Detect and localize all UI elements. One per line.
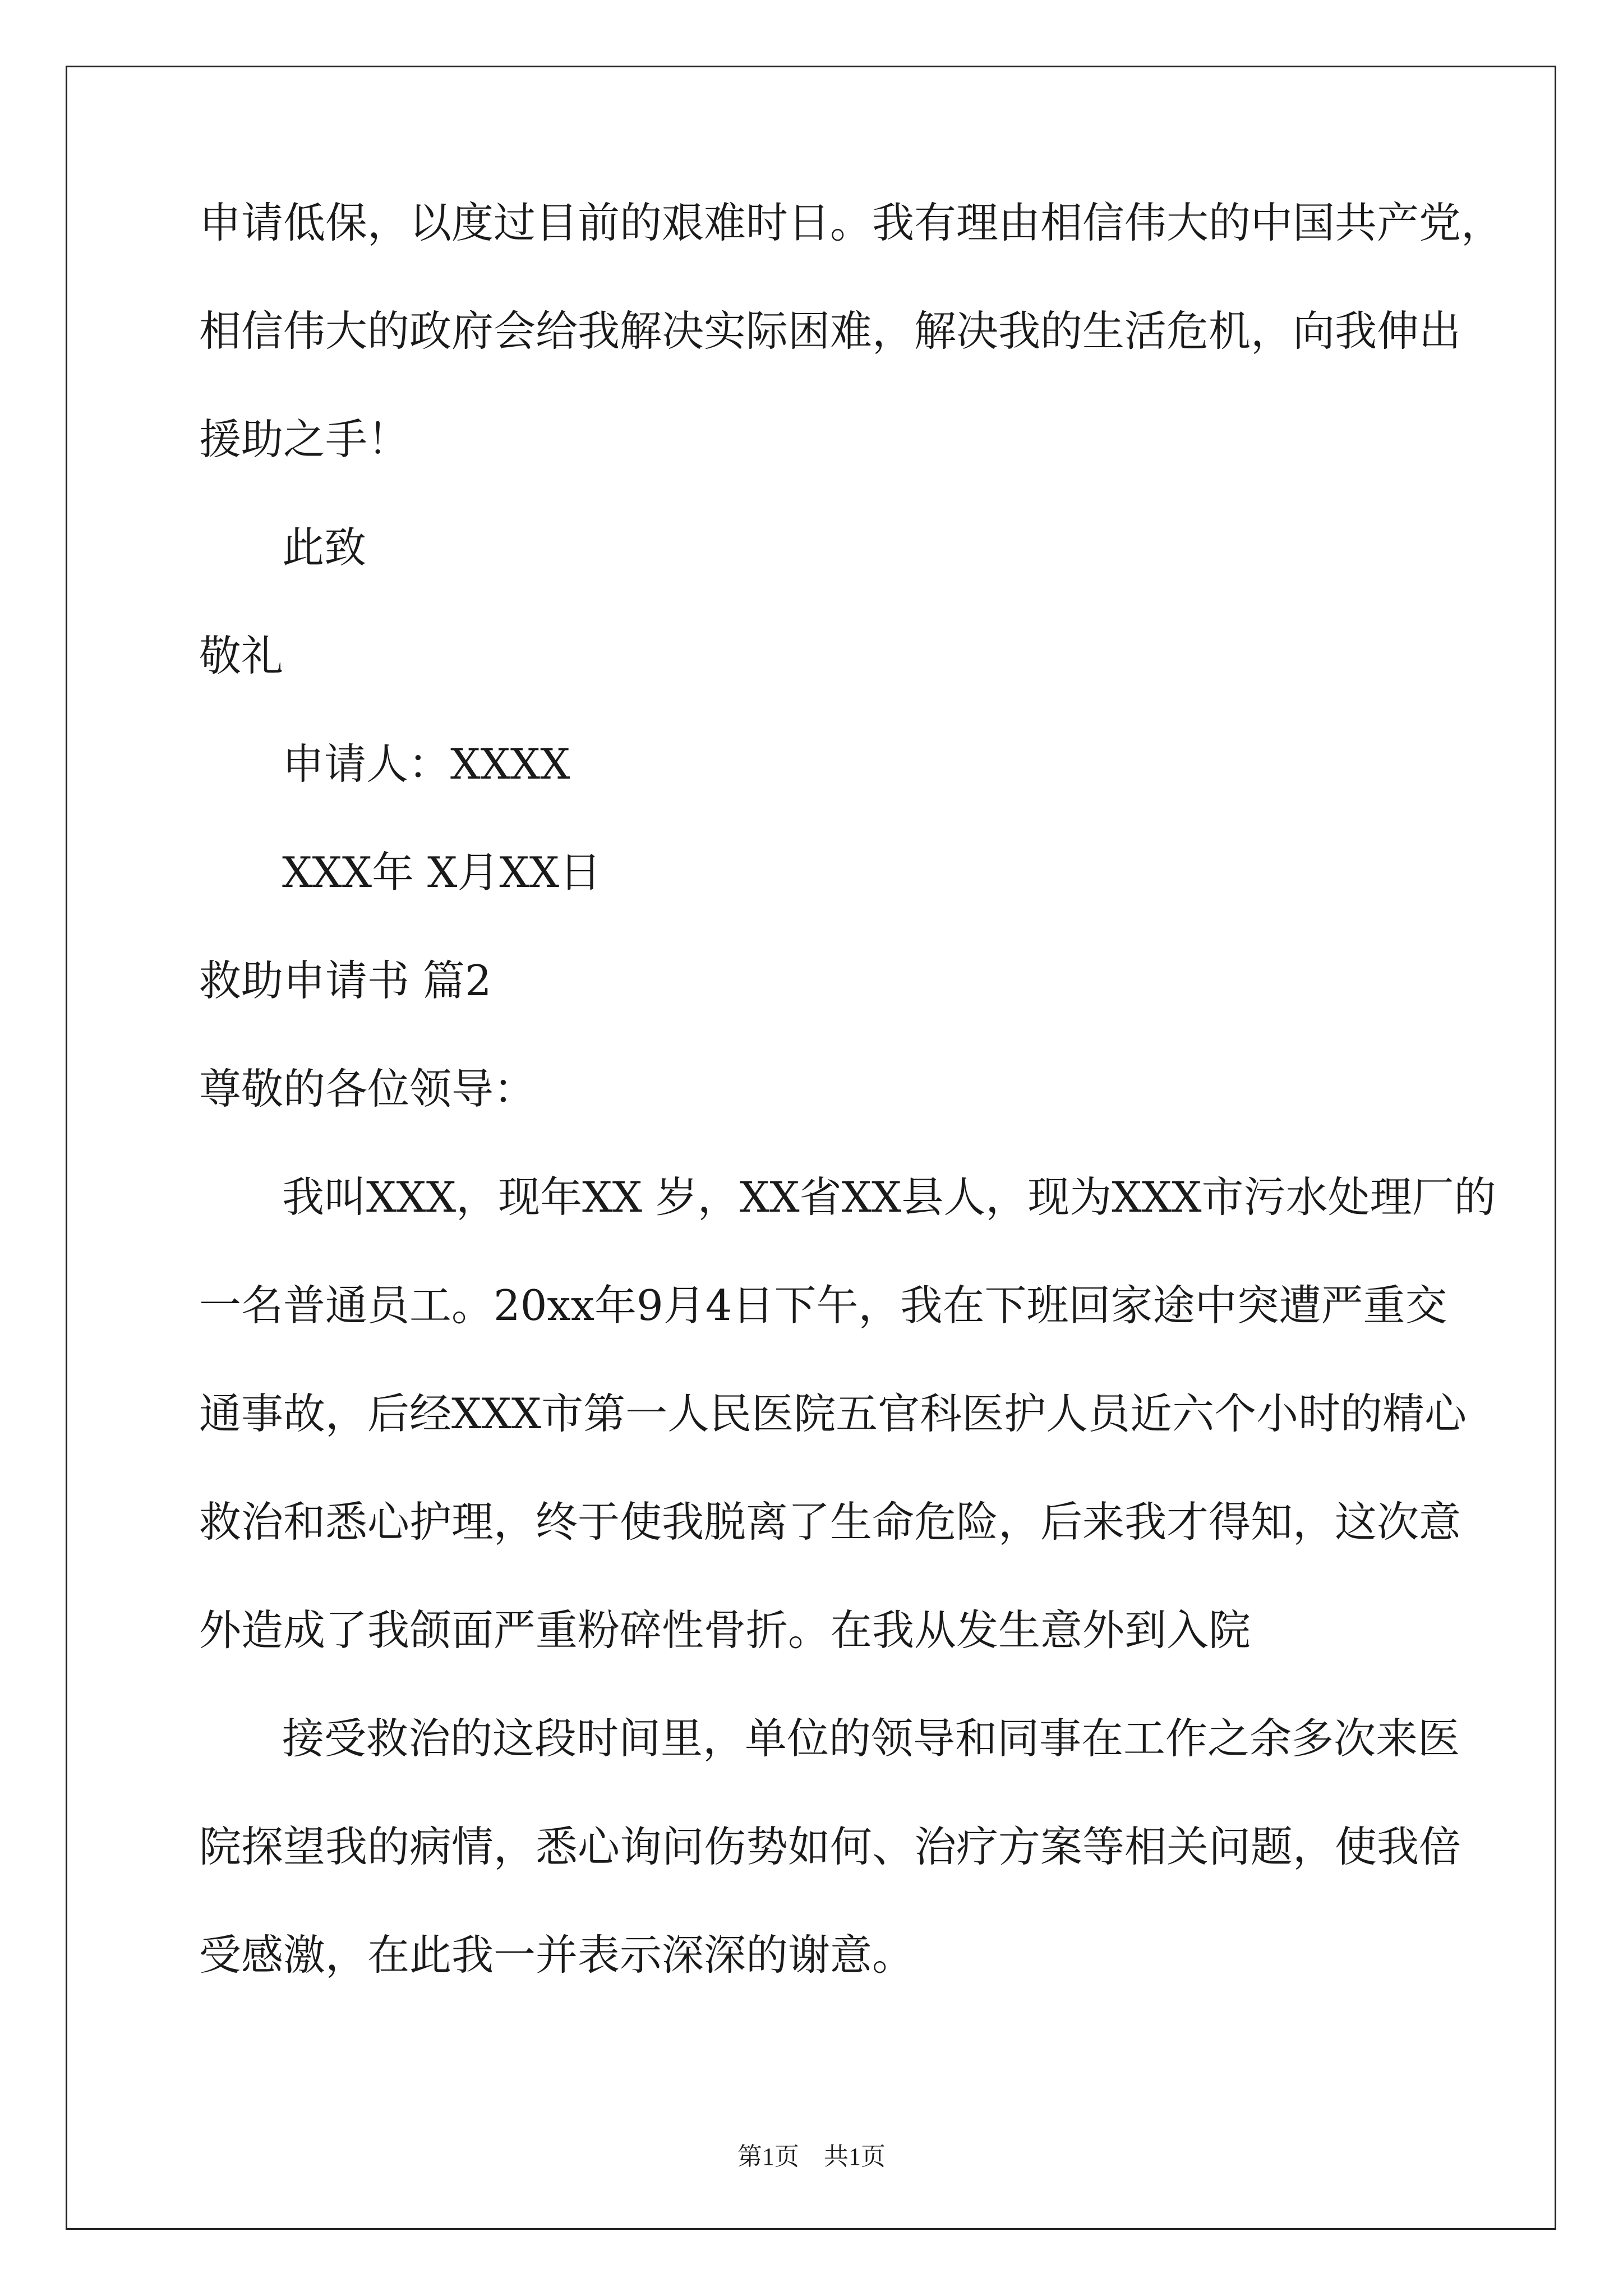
paragraph-line: 援助之手！ <box>199 415 410 464</box>
page-border <box>66 66 1556 2230</box>
paragraph-line: 救治和悉心护理，终于使我脱离了生命危险，后来我才得知，这次意 <box>199 1497 1461 1547</box>
greeting: 尊敬的各位领导： <box>199 1064 536 1114</box>
paragraph-line: 受感激，在此我一并表示深深的谢意。 <box>199 1930 915 1980</box>
paragraph-line: 一名普通员工。20xx年9月4日下午，我在下班回家途中突遭严重交 <box>199 1281 1447 1330</box>
paragraph-line: 申请低保，以度过目前的艰难时日。我有理由相信伟大的中国共产党， <box>199 198 1504 247</box>
page-number-footer: 第1页 共1页 <box>737 2143 886 2170</box>
applicant-signature: 申请人：XXXX <box>282 739 570 789</box>
closing-regards: 敬礼 <box>199 631 284 680</box>
paragraph-line: 院探望我的病情，悉心询问伤势如何、治疗方案等相关问题，使我倍 <box>199 1822 1461 1871</box>
signature-date: XXX年 X月XX日 <box>282 848 602 897</box>
closing-salutation: 此致 <box>282 523 367 572</box>
paragraph-line: 相信伟大的政府会给我解决实际困难，解决我的生活危机，向我伸出 <box>199 306 1461 356</box>
section-title: 救助申请书 篇2 <box>199 956 492 1005</box>
paragraph-line: 接受救治的这段时间里，单位的领导和同事在工作之余多次来医 <box>282 1714 1460 1763</box>
paragraph-line: 外造成了我颌面严重粉碎性骨折。在我从发生意外到入院 <box>199 1605 1251 1655</box>
paragraph-line: 我叫XXX，现年XX 岁，XX省XX县人，现为XXX市污水处理厂的 <box>282 1172 1496 1222</box>
paragraph-line: 通事故，后经XXX市第一人民医院五官科医护人员近六个小时的精心 <box>199 1389 1467 1438</box>
